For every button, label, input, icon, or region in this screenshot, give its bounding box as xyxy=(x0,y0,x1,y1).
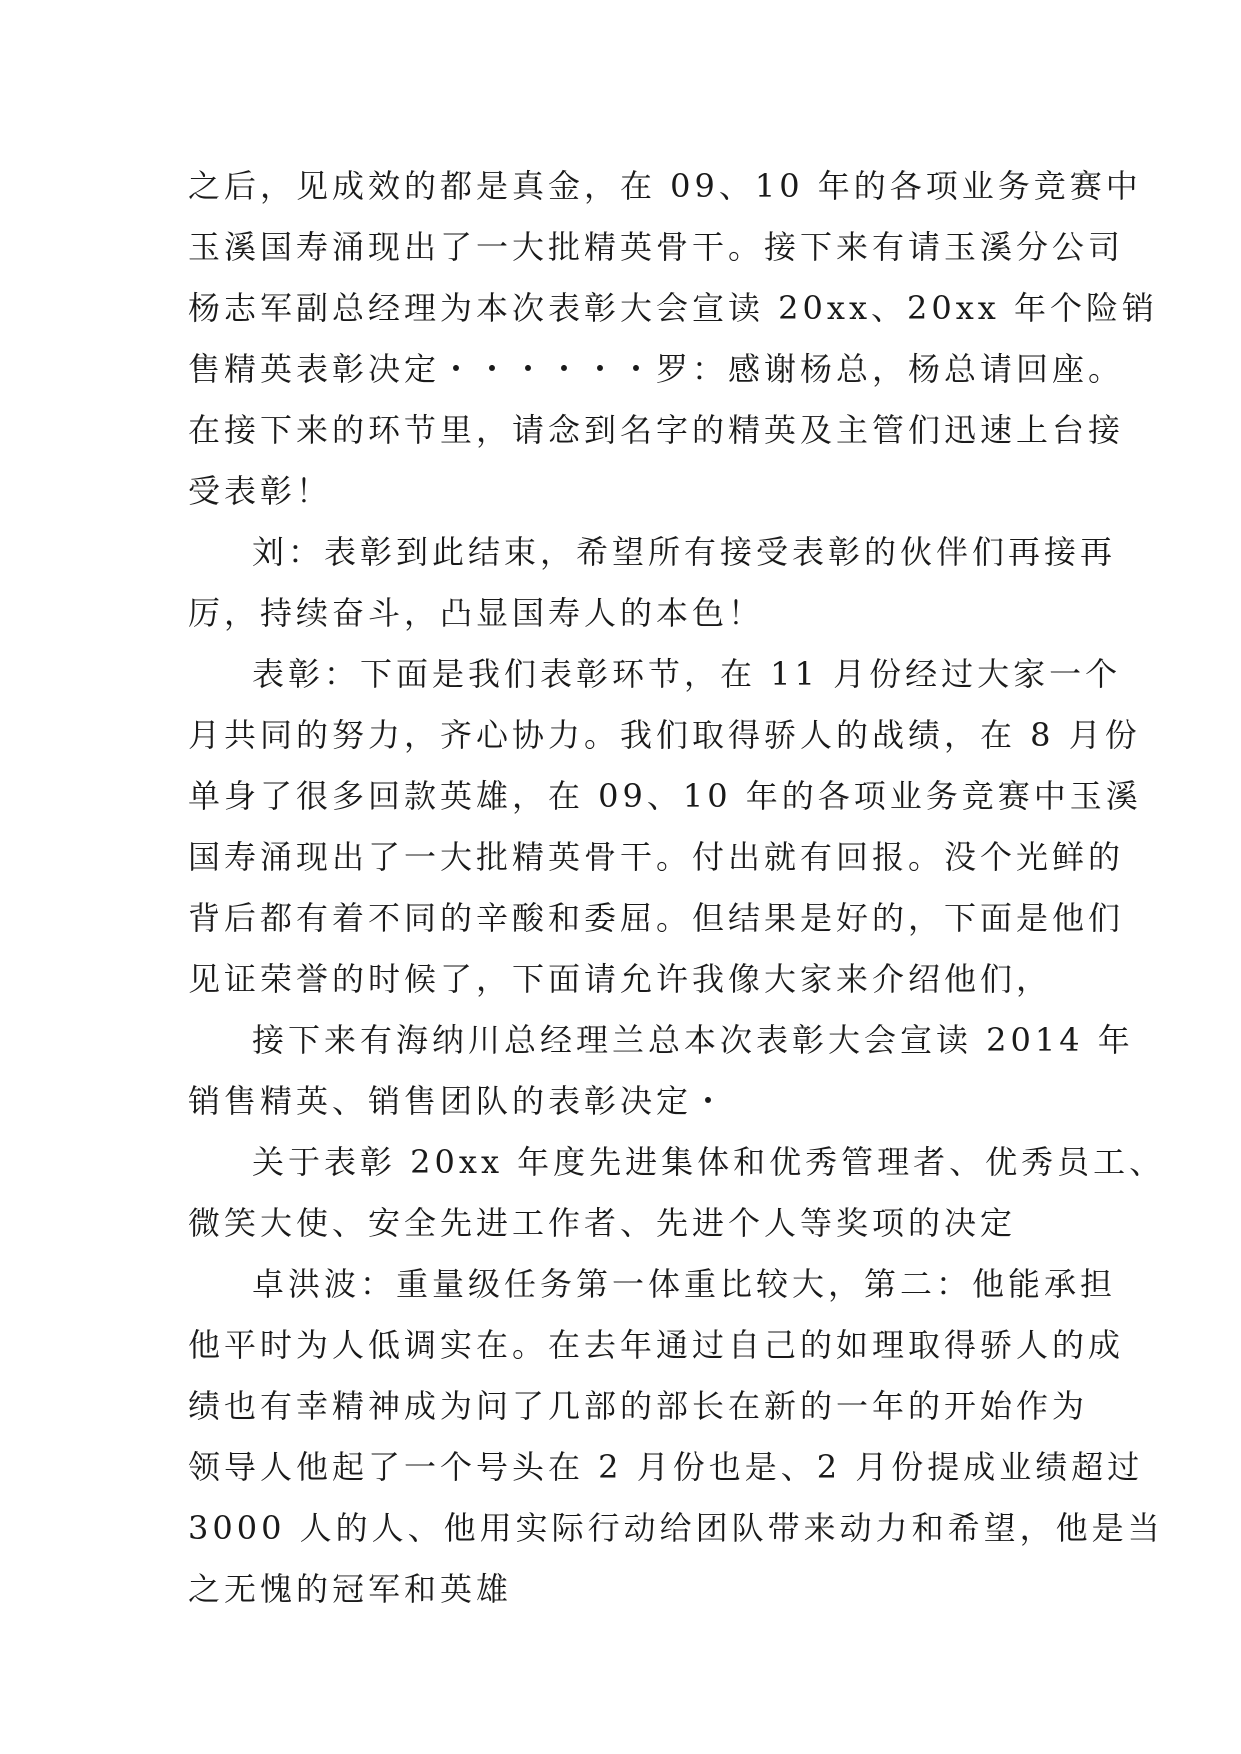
text-line: 售精英表彰决定・・・・・・罗：感谢杨总，杨总请回座。 xyxy=(188,350,1125,388)
text-line: 卓洪波：重量级任务第一体重比较大，第二：他能承担 xyxy=(252,1265,1117,1303)
text-line: 在接下来的环节里，请念到名字的精英及主管们迅速上台接 xyxy=(188,411,1125,449)
text-line: 国寿涌现出了一大批精英骨干。付出就有回报。没个光鲜的 xyxy=(188,838,1125,876)
text-line: 见证荣誉的时候了，下面请允许我像大家来介绍他们， xyxy=(188,960,1053,998)
text-line: 刘：表彰到此结束，希望所有接受表彰的伙伴们再接再 xyxy=(252,533,1117,571)
text-line: 领导人他起了一个号头在 2 月份也是、2 月份提成业绩超过 xyxy=(188,1448,1144,1486)
text-line: 玉溪国寿涌现出了一大批精英骨干。接下来有请玉溪分公司 xyxy=(188,228,1125,266)
text-line: 杨志军副总经理为本次表彰大会宣读 20xx、20xx 年个险销 xyxy=(188,289,1158,327)
text-line: 接下来有海纳川总经理兰总本次表彰大会宣读 2014 年 xyxy=(252,1021,1134,1059)
text-line: 厉，持续奋斗，凸显国寿人的本色！ xyxy=(188,594,765,632)
text-line: 背后都有着不同的辛酸和委屈。但结果是好的，下面是他们 xyxy=(188,899,1125,937)
text-line: 销售精英、销售团队的表彰决定・ xyxy=(188,1082,729,1120)
text-line: 表彰：下面是我们表彰环节，在 11 月份经过大家一个 xyxy=(252,655,1122,693)
document-body xyxy=(188,156,1166,1620)
text-line: 他平时为人低调实在。在去年通过自己的如理取得骄人的成 xyxy=(188,1326,1125,1364)
text-line: 受表彰！ xyxy=(188,472,333,510)
text-line: 关于表彰 20xx 年度先进集体和优秀管理者、优秀员工、 xyxy=(252,1143,1166,1181)
text-line: 微笑大使、安全先进工作者、先进个人等奖项的决定 xyxy=(188,1204,1017,1242)
text-line: 月共同的努力，齐心协力。我们取得骄人的战绩，在 8 月份 xyxy=(188,716,1141,754)
text-line: 单身了很多回款英雄，在 09、10 年的各项业务竞赛中玉溪 xyxy=(188,777,1142,815)
text-line: 3000 人的人、他用实际行动给团队带来动力和希望，他是当 xyxy=(188,1509,1164,1547)
text-line: 之后，见成效的都是真金，在 09、10 年的各项业务竞赛中 xyxy=(188,167,1142,205)
text-line: 之无愧的冠军和英雄 xyxy=(188,1570,513,1608)
text-line: 绩也有幸精神成为问了几部的部长在新的一年的开始作为 xyxy=(188,1387,1089,1425)
